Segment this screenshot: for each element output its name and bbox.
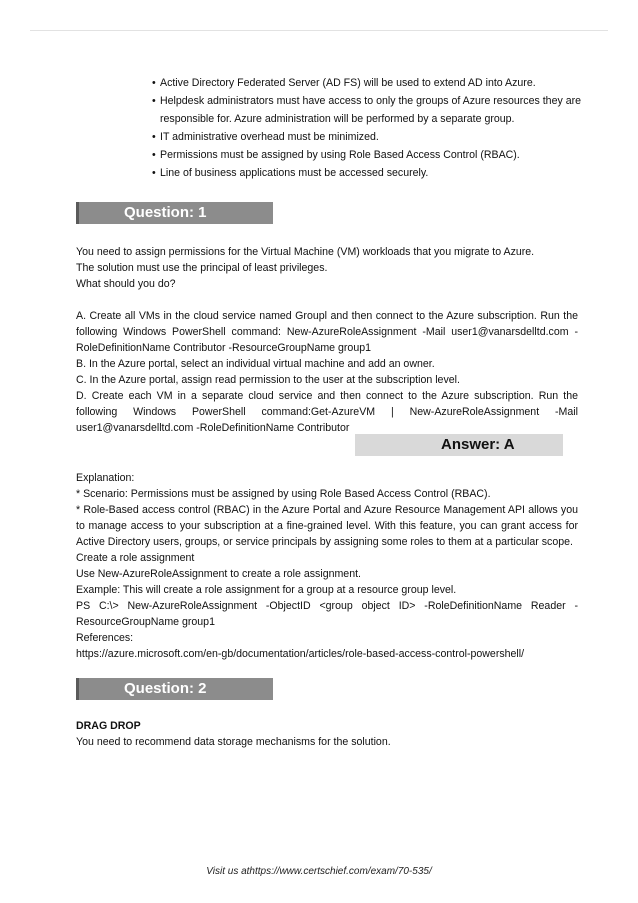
explanation: Explanation: * Scenario: Permissions must be assigned by using Role Based Access Control (RBAC). * Role-Based access control (RBAC) in the Azure Portal and Azure Resource Management API allows you to manage access to your subscription at a fine-grained level. With this feature, you can grant access for Active Directory users, groups, or service principals by assigning some roles to them at a particular scope. Create a role assignment Use New-AzureRoleAssignment to create a role assignment. Example: This will create a role assignment for a group at a resource group level. PS C:\> New-AzureRoleAssignment -ObjectID <group object ID> -RoleDefinitionName Reader -ResourceGroupName group1 References: https://azure.microsoft.com/en-gb/documentation/articles/role-based-access-control-powershell/	[76, 472, 578, 660]
list-item: • Line of business applications must be accessed securely.	[152, 167, 429, 179]
top-divider	[30, 30, 608, 31]
question-2-body: DRAG DROP You need to recommend data storage mechanisms for the solution.	[76, 718, 578, 750]
question-1-prompt: You need to assign permissions for the Virtual Machine (VM) workloads that you migrate to Azure. The solution must use the principal of least privileges. What should you do?	[76, 246, 535, 290]
question-1-options	[76, 308, 578, 436]
question-2-header: Question: 2	[76, 678, 273, 700]
requirements-list	[152, 74, 582, 182]
list-item: • Active Directory Federated Server (AD FS) will be used to extend AD into Azure.	[152, 77, 536, 89]
list-item: • IT administrative overhead must be minimized.	[152, 131, 379, 143]
option-c: C. In the Azure portal, assign read permission to the user at the subscription level.	[76, 374, 460, 386]
list-item: • Permissions must be assigned by using Role Based Access Control (RBAC).	[152, 149, 520, 161]
question-type: DRAG DROP	[76, 720, 141, 732]
question-1-header: Question: 1	[76, 202, 273, 224]
option-d: D. Create each VM in a separate cloud service and then connect to the Azure subscription. Run the following Windows PowerShell command:Get-AzureVM | New-AzureRoleAssignment -Mail user1@vanarsdelltd.com -RoleDefinitionName Contributor	[76, 390, 578, 434]
answer-badge: Answer: A	[355, 434, 563, 456]
footer-link[interactable]: Visit us athttps://www.certschief.com/exam/70-535/	[206, 866, 432, 877]
list-item: • Helpdesk administrators must have access to only the groups of Azure resources they are responsible for. Azure administration will be performed by a separate group.	[152, 95, 582, 125]
option-b: B. In the Azure portal, select an individual virtual machine and add an owner.	[76, 358, 435, 370]
option-a: A. Create all VMs in the cloud service named Groupl and then connect to the Azure subscription. Run the following Windows PowerShell command: New-AzureRoleAssignment -Mail user1@vanarsdelltd.com -RoleDefinitionName Contributor -ResourceGroupName group1	[76, 310, 578, 354]
